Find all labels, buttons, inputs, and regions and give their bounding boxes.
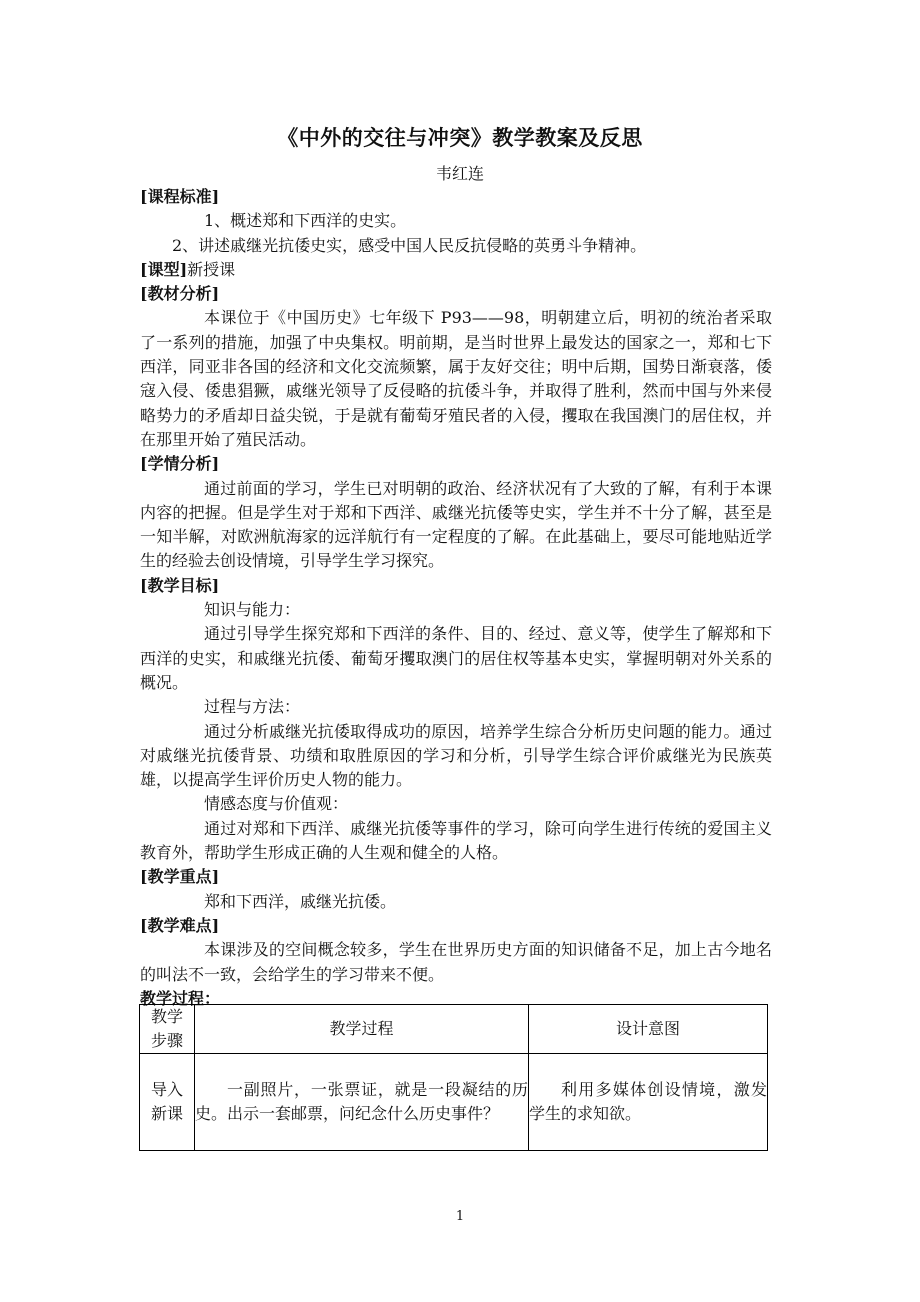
document-author: 韦红连 [435,164,484,183]
header-step [140,1005,195,1054]
goal-knowledge-label: 知识与能力： [204,600,301,620]
goal-process-label: 过程与方法： [204,697,301,717]
section-heading-focus: [教学重点] [140,867,220,887]
row1-step-label: 导入新课 [150,1080,183,1123]
section-heading-type: [课型] [140,259,188,279]
header-process: 教学过程 [195,1005,529,1054]
table-header-row [140,1005,768,1054]
document-title: 《中外的交往与冲突》教学教案及反思 [277,125,643,150]
difficulty-text: 本课涉及的空间概念较多，学生在世界历史方面的知识储备不足，加上古今地名的叫法不一致，会给学生的学习带来不便。 [140,940,772,984]
goal-process-text: 通过分析戚继光抗倭取得成功的原因，培养学生综合分析历史问题的能力。通过对戚继光抗倭背景、功绩和取胜原因的学习和分析，引导学生综合评价戚继光为民族英雄，以提高学生评价历史人物的能力。 [140,721,772,790]
row1-process-text: 一副照片，一张票证，就是一段凝结的历史。出示一套邮票，问纪念什么历史事件？ [195,1080,528,1123]
goal-emotion-label: 情感态度与价值观： [204,794,349,814]
row1-step [140,1054,195,1151]
section-heading-goals: [教学目标] [140,575,220,595]
row1-intent-text: 利用多媒体创设情境，激发学生的求知欲。 [529,1080,767,1123]
header-intent: 设计意图 [529,1005,768,1054]
standard-item-2: 2、讲述戚继光抗倭史实，感受中国人民反抗侵略的英勇斗争精神。 [172,235,647,255]
section-heading-difficulty: [教学难点] [140,915,220,935]
course-type-value: 新授课 [187,259,236,279]
material-analysis-text: 本课位于《中国历史》七年级下 P93——98，明朝建立后，明初的统治者采取了一系列的措施，加强了中央集权。明前期，是当时世界上最发达的国家之一，郑和七下西洋，同亚非各国的经济和文化交流频繁，属于友好交往；明中后期，国势日渐衰落，倭寇入侵、倭患猖獗，戚继光领导了反侵略的抗倭斗争，并取得了胜利，然而中国与外来侵略势力的矛盾却日益尖锐，于是就有葡萄牙殖民者的入侵，攫取在我国澳门的居住权，并在那里开始了殖民活动。 [140,308,772,449]
goal-knowledge-text: 通过引导学生探究郑和下西洋的条件、目的、经过、意义等，使学生了解郑和下西洋的史实，和戚继光抗倭、葡萄牙攫取澳门的居住权等基本史实，掌握明朝对外关系的概况。 [140,624,772,692]
header-step-label: 教学步骤 [150,1007,183,1050]
student-analysis-text: 通过前面的学习，学生已对明朝的政治、经济状况有了大致的了解，有利于本课内容的把握。但是学生对于郑和下西洋、戚继光抗倭等史实，学生并不十分了解，甚至是一知半解，对欧洲航海家的远洋航行有一定程度的了解。在此基础上，要尽可能地贴近学生的经验去创设情境，引导学生学习探究。 [140,478,772,571]
standard-item-1: 1、概述郑和下西洋的史实。 [204,211,407,231]
goal-emotion-text: 通过对郑和下西洋、戚继光抗倭等事件的学习，除可向学生进行传统的爱国主义教育外，帮助学生形成正确的人生观和健全的人格。 [140,818,772,863]
row1-process [195,1054,529,1151]
section-heading-material: [教材分析] [140,284,220,304]
section-heading-student: [学情分析] [140,454,220,474]
page-number: 1 [455,1209,465,1224]
focus-text: 郑和下西洋，戚继光抗倭。 [204,891,397,911]
section-heading-process: 教学过程： [140,988,221,1008]
course-type-line [140,258,772,282]
document-body [140,185,772,1011]
lesson-process-table [139,1004,768,1151]
section-heading-standard: [课程标准] [140,187,220,206]
row1-intent [529,1054,768,1151]
table-row [140,1054,768,1151]
